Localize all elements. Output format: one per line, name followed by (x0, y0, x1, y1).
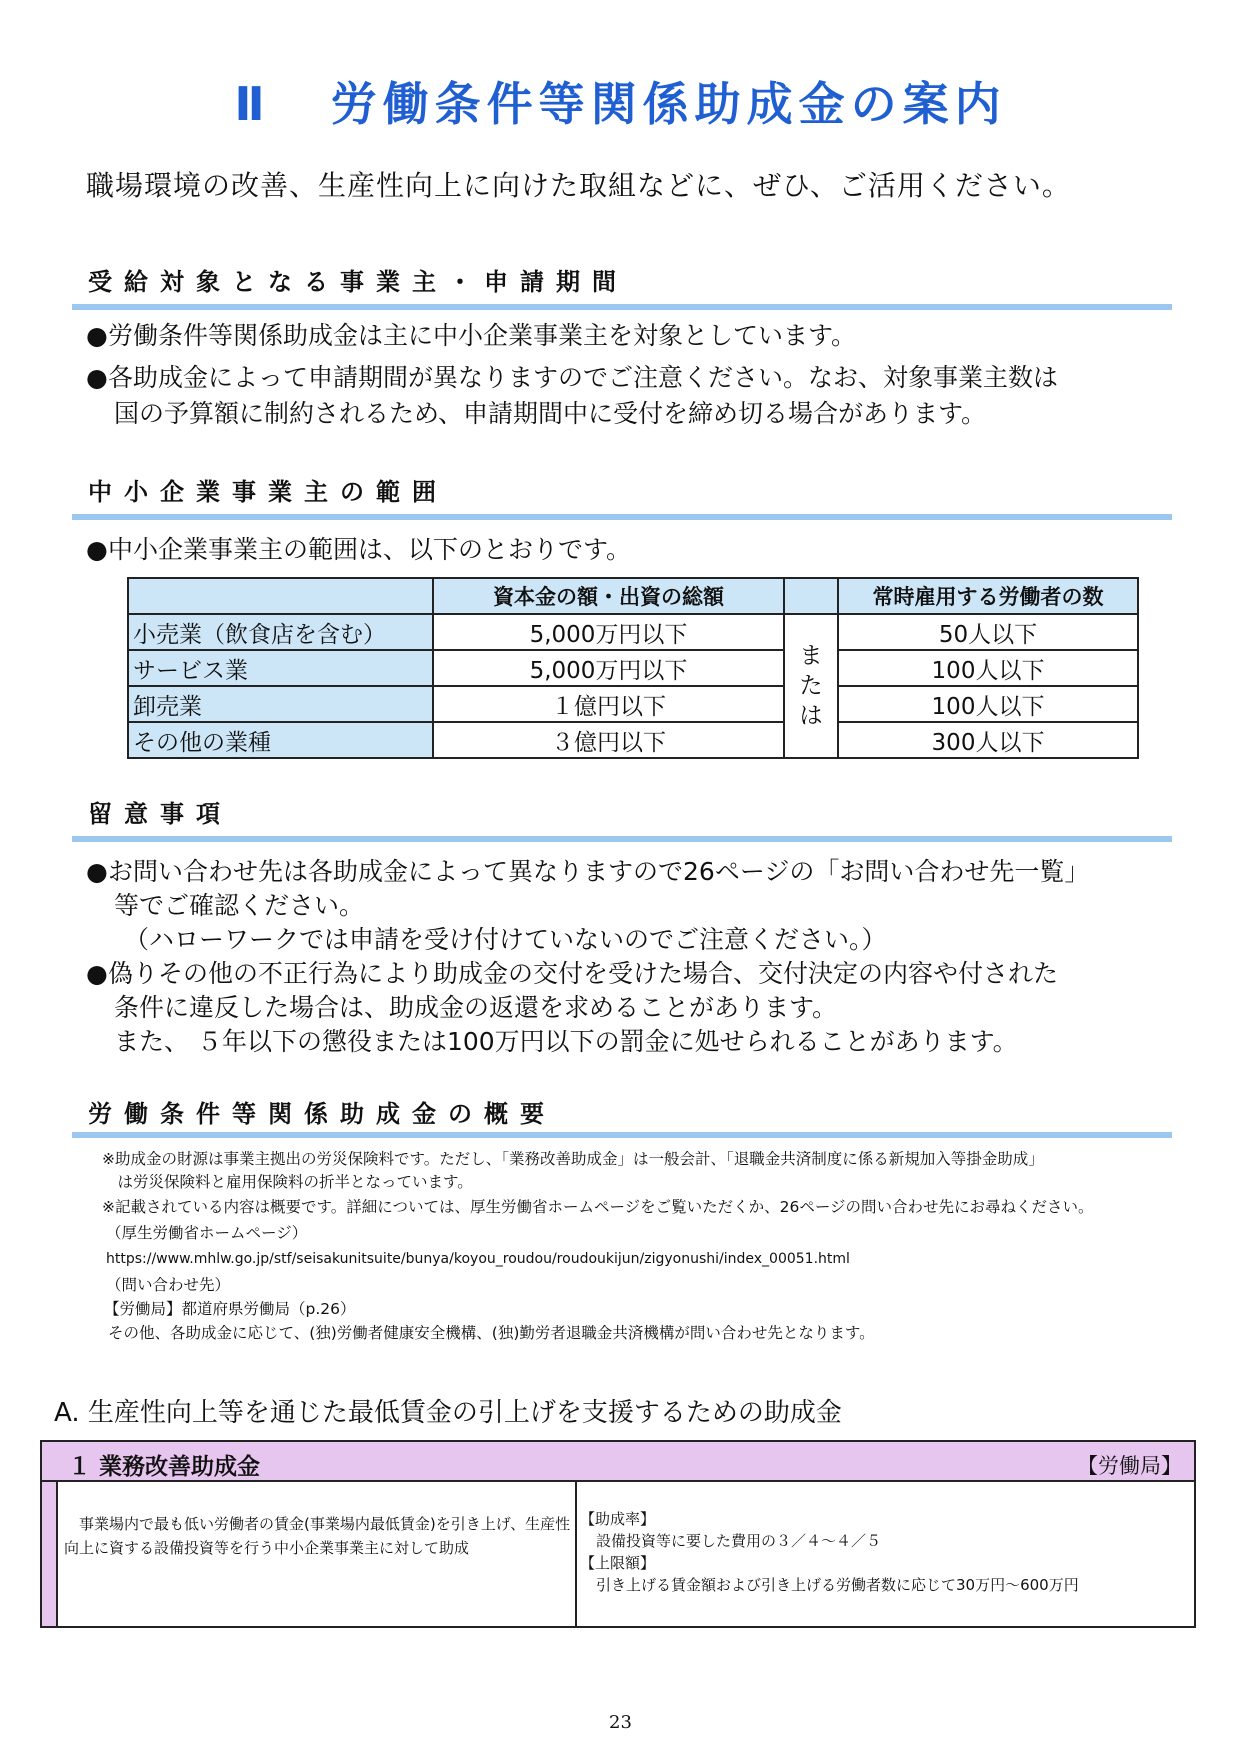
table-cell-capital: 5,000万円以下 (433, 650, 784, 686)
title-text: 労働条件等関係助成金の案内 (330, 77, 1007, 131)
table-cell-or: ま た は (784, 614, 838, 758)
note-line: は労災保険料と雇用保険料の折半となっています。 (102, 1173, 473, 1191)
cap-value: 引き上げる賃金額および引き上げる労働者数に応じて30万円～600万円 (596, 1576, 1079, 1594)
bullet-continuation: 等でご確認ください。 (114, 891, 365, 920)
subsection-a-heading: A. 生産性向上等を通じた最低賃金の引上げを支援するための助成金 (54, 1398, 842, 1428)
table-cell-workers: 300人以下 (838, 722, 1138, 758)
section-divider (72, 304, 1172, 310)
title-numeral: Ⅱ (234, 77, 271, 131)
bullet-fraud: ●偽りその他の不正行為により助成金の交付を受けた場合、交付決定の内容や付された (86, 956, 1058, 992)
sme-scope-table (127, 577, 1139, 759)
bullet-icon: ● (86, 363, 108, 392)
note-line: ※記載されている内容は概要です。詳細については、厚生労働省ホームページをご覧いただくか、26ページの問い合わせ先にお尋ねください。 (102, 1198, 1094, 1216)
table-row (128, 614, 1138, 650)
bullet-icon: ● (86, 321, 108, 350)
bullet-continuation: 条件に違反した場合は、助成金の返還を求めることがあります。 (114, 993, 838, 1022)
bullet-icon: ● (86, 857, 108, 886)
aid-card-header (42, 1442, 1194, 1482)
table-cell-industry: サービス業 (128, 650, 433, 686)
bullet-continuation: 国の予算額に制約されるため、申請期間中に受付を締め切る場合があります。 (114, 399, 987, 428)
aid-card-tag: 【労働局】 (1077, 1454, 1182, 1478)
table-cell-capital: 5,000万円以下 (433, 614, 784, 650)
bullet-application-period: ●各助成金によって申請期間が異なりますのでご注意ください。なお、対象事業主数は (86, 360, 1058, 396)
table-row (128, 650, 1138, 686)
table-row (128, 686, 1138, 722)
rate-value: 設備投資等に要した費用の３／４～４／５ (596, 1532, 882, 1550)
aid-card-rate (580, 1508, 1079, 1596)
table-cell-workers: 100人以下 (838, 650, 1138, 686)
note-line: （厚生労働省ホームページ） (106, 1224, 308, 1242)
aid-card-description: 事業場内で最も低い労働者の賃金(事業場内最低賃金)を引き上げ、生産性向上に資する設備投資等を行う中小企業事業主に対して助成 (64, 1515, 571, 1557)
table-cell-industry: 小売業（飲食店を含む） (128, 614, 433, 650)
page-title (0, 68, 1241, 134)
intro-text: 職場環境の改善、生産性向上に向けた取組などに、ぜひ、ご活用ください。 (86, 169, 1071, 202)
table-cell-capital: ３億円以下 (433, 722, 784, 758)
bullet-continuation: （ハローワークでは申請を受け付けていないのでご注意ください。） (124, 925, 887, 954)
bullet-continuation: また、 ５年以下の懲役または100万円以下の罰金に処せられることがあります。 (114, 1027, 1018, 1056)
section-heading-sme-scope: 中小企業事業主の範囲 (88, 478, 448, 506)
table-row (128, 722, 1138, 758)
table-cell-industry: その他の業種 (128, 722, 433, 758)
hyperlink-mhlw[interactable]: https://www.mhlw.go.jp/stf/seisakunitsuite/bunya/koyou_roudou/roudoukijun/zigyonushi/index_00051.html (106, 1251, 850, 1267)
table-cell-industry: 卸売業 (128, 686, 433, 722)
bullet-icon: ● (86, 959, 108, 988)
table-header-blank (128, 578, 433, 614)
section-divider (72, 514, 1172, 520)
section-heading-overview: 労働条件等関係助成金の概要 (88, 1100, 556, 1128)
aid-card-business-improvement (40, 1440, 1196, 1628)
bullet-target-employers: ●労働条件等関係助成金は主に中小企業事業主を対象としています。 (86, 318, 856, 354)
aid-card-side-band (42, 1482, 58, 1626)
aid-card-title: １ 業務改善助成金 (68, 1454, 261, 1480)
table-cell-workers: 50人以下 (838, 614, 1138, 650)
section-heading-notes: 留意事項 (88, 800, 232, 828)
section-divider (72, 1132, 1172, 1138)
table-cell-workers: 100人以下 (838, 686, 1138, 722)
rate-label: 【助成率】 (580, 1510, 656, 1528)
table-cell-capital: １億円以下 (433, 686, 784, 722)
page-number: 23 (609, 1712, 632, 1733)
table-header-or-blank (784, 578, 838, 614)
table-header-row (128, 578, 1138, 614)
note-line: （問い合わせ先） (106, 1276, 231, 1294)
aid-card-divider (575, 1482, 577, 1626)
bullet-icon: ● (86, 535, 108, 564)
section-divider (72, 836, 1172, 842)
table-header-capital: 資本金の額・出資の総額 (433, 578, 784, 614)
section-heading-eligibility: 受給対象となる事業主・申請期間 (88, 268, 628, 296)
note-line: 【労働局】都道府県労働局（p.26） (104, 1300, 356, 1318)
note-line: ※助成金の財源は事業主拠出の労災保険料です。ただし、「業務改善助成金」は一般会計、「退職金共済制度に係る新規加入等掛金助成」 (102, 1150, 1044, 1168)
note-line: その他、各助成金に応じて、(独)労働者健康安全機構、(独)勤労者退職金共済機構が問い合わせ先となります。 (108, 1324, 875, 1342)
cap-label: 【上限額】 (580, 1554, 656, 1572)
table-header-workers: 常時雇用する労働者の数 (838, 578, 1138, 614)
bullet-sme-scope: ●中小企業事業主の範囲は、以下のとおりです。 (86, 532, 631, 568)
bullet-contact: ●お問い合わせ先は各助成金によって異なりますので26ページの「お問い合わせ先一覧」 (86, 854, 1089, 890)
